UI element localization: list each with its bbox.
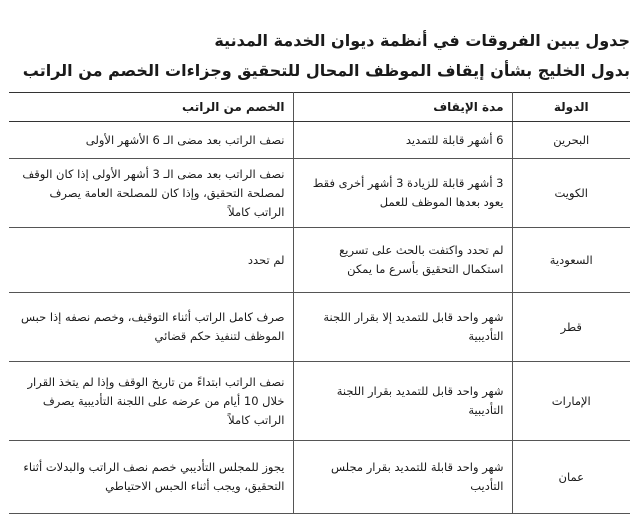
comparison-table bbox=[9, 92, 630, 514]
cell-deduction: لم تحدد bbox=[9, 228, 293, 293]
cell-country: الكويت bbox=[512, 159, 630, 228]
table-row bbox=[9, 293, 630, 362]
header-period: مدة الإيقاف bbox=[293, 93, 512, 122]
cell-country: عمان bbox=[512, 441, 630, 514]
header-deduction: الخصم من الراتب bbox=[9, 93, 293, 122]
cell-deduction: نصف الراتب بعد مضى الـ 3 أشهر الأولى إذا كان الوقف لمصلحة التحقيق، وإذا كان للمصلحة العامة يصرف الراتب كاملاً bbox=[9, 159, 293, 228]
header-country: الدولة bbox=[512, 93, 630, 122]
cell-country: السعودية bbox=[512, 228, 630, 293]
cell-deduction: يجوز للمجلس التأديبي خصم نصف الراتب والبدلات أثناء التحقيق، ويجب أثناء الحبس الاحتياطي bbox=[9, 441, 293, 514]
cell-period: شهر واحد قابلة للتمديد بقرار مجلس التأديب bbox=[293, 441, 512, 514]
table-row bbox=[9, 228, 630, 293]
cell-period: 6 أشهر قابلة للتمديد bbox=[293, 122, 512, 159]
table-row bbox=[9, 362, 630, 441]
cell-deduction: صرف كامل الراتب أثناء التوقيف، وخصم نصفه إذا حبس الموظف لتنفيذ حكم قضائي bbox=[9, 293, 293, 362]
cell-deduction: نصف الراتب ابتداءً من تاريخ الوقف وإذا لم يتخذ القرار خلال 10 أيام من عرضه على اللجنة التأديبية يصرف الراتب كاملاً bbox=[9, 362, 293, 441]
cell-deduction: نصف الراتب بعد مضى الـ 6 الأشهر الأولى bbox=[9, 122, 293, 159]
cell-period: شهر واحد قابل للتمديد إلا بقرار اللجنة التأديبية bbox=[293, 293, 512, 362]
cell-period: لم تحدد واكتفت بالحث على تسريع استكمال التحقيق بأسرع ما يمكن bbox=[293, 228, 512, 293]
cell-period: 3 أشهر قابلة للزيادة 3 أشهر أخرى فقط يعود بعدها الموظف للعمل bbox=[293, 159, 512, 228]
cell-country: الإمارات bbox=[512, 362, 630, 441]
cell-period: شهر واحد قابل للتمديد بقرار اللجنة التأديبية bbox=[293, 362, 512, 441]
table-title-line-1: جدول يبين الفروقات في أنظمة ديوان الخدمة المدنية bbox=[214, 31, 630, 50]
table-title-line-2: بدول الخليج بشأن إيقاف الموظف المحال للتحقيق وجزاءات الخصم من الراتب bbox=[22, 61, 630, 80]
cell-country: قطر bbox=[512, 293, 630, 362]
table-row bbox=[9, 441, 630, 514]
table-row bbox=[9, 159, 630, 228]
cell-country: البحرين bbox=[512, 122, 630, 159]
table-row bbox=[9, 122, 630, 159]
table-header-row bbox=[9, 93, 630, 122]
